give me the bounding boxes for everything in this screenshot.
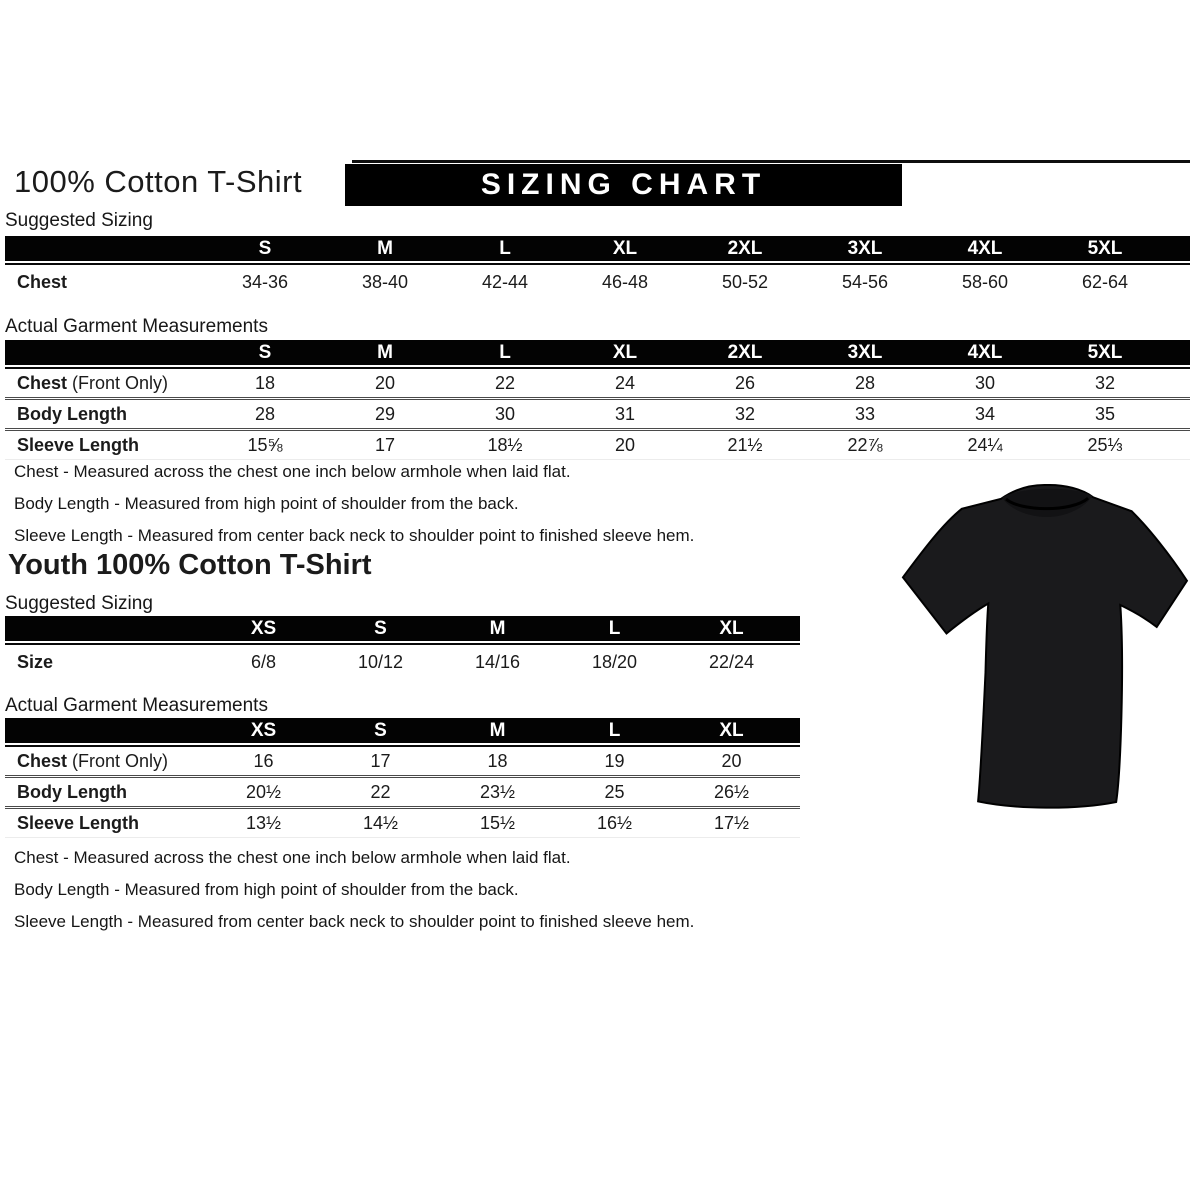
value-cell: 18	[254, 372, 276, 393]
value-cell: 13½	[245, 812, 282, 833]
youth-col-header-s: S	[374, 719, 387, 741]
adult-col-header-xl: XL	[612, 341, 638, 363]
value-cell: 10/12	[357, 651, 404, 672]
note-line: Body Length - Measured from high point of shoulder from the back.	[14, 494, 519, 513]
row-label	[5, 404, 205, 425]
value-cell: 29	[374, 403, 396, 424]
row-label-text: Body Length	[17, 403, 127, 424]
row-label-text: Sleeve Length	[17, 812, 140, 833]
value-cell: 32	[734, 403, 756, 424]
adult-col-header-3xl: 3XL	[847, 237, 883, 259]
adult-chest-range-row	[5, 265, 1190, 299]
value-cell: 22	[494, 372, 516, 393]
value-cell: 20	[614, 434, 636, 455]
value-cell: 23½	[479, 781, 516, 802]
value-cell: 31	[614, 403, 636, 424]
youth-col-header-xs: XS	[250, 719, 277, 741]
value-cell: 14½	[362, 812, 399, 833]
youth-actual-table	[5, 718, 800, 838]
row-label-suffix: (Front Only)	[67, 372, 169, 393]
adult-suggested-header-row	[5, 236, 1190, 261]
value-cell: 25	[604, 781, 625, 802]
note-line: Sleeve Length - Measured from center back neck to shoulder point to finished sleeve hem.	[14, 912, 695, 931]
row-label-text: Chest	[17, 271, 68, 292]
adult-body-length-row	[5, 397, 1190, 428]
youth-col-header-m: M	[489, 719, 506, 741]
adult-sleeve-length-row	[5, 428, 1190, 459]
row-label	[5, 435, 205, 456]
value-cell: 46-48	[601, 271, 649, 292]
youth-suggested-header-row	[5, 616, 800, 641]
value-cell: 28	[254, 403, 276, 424]
value-cell: 17	[374, 434, 396, 455]
adult-col-header-2xl: 2XL	[727, 341, 763, 363]
note-line: Chest - Measured across the chest one inch below armhole when laid flat.	[14, 462, 571, 481]
value-cell: 58-60	[961, 271, 1009, 292]
sizing-chart-banner: SIZING CHART	[345, 164, 902, 206]
value-cell: 17½	[713, 812, 750, 833]
adult-col-header-4xl: 4XL	[967, 341, 1003, 363]
row-label	[5, 652, 205, 673]
value-cell: 18½	[487, 434, 523, 455]
black-tshirt-image	[887, 468, 1198, 840]
value-cell: 22/24	[708, 651, 755, 672]
adult-col-header-m: M	[377, 341, 393, 363]
youth-actual-header-row	[5, 718, 800, 743]
value-cell: 16	[253, 750, 274, 771]
value-cell: 24¼	[967, 434, 1003, 455]
adult-col-header-l: L	[499, 341, 511, 363]
value-cell: 15⅝	[247, 434, 283, 455]
value-cell: 24	[614, 372, 636, 393]
youth-suggested-section-label: Suggested Sizing	[5, 593, 153, 614]
adult-measurement-notes	[14, 456, 694, 552]
row-label-suffix: (Front Only)	[67, 750, 169, 771]
value-cell: 38-40	[361, 271, 409, 292]
youth-actual-section-label: Actual Garment Measurements	[5, 695, 268, 716]
adult-col-header-xl: XL	[612, 237, 638, 259]
youth-sleeve-length-row	[5, 806, 800, 837]
adult-chest-row	[5, 369, 1190, 397]
adult-col-header-4xl: 4XL	[967, 237, 1003, 259]
row-label	[5, 373, 205, 394]
value-cell: 50-52	[721, 271, 769, 292]
value-cell: 18	[487, 750, 508, 771]
row-label-text: Size	[17, 651, 54, 672]
youth-product-title: Youth 100% Cotton T-Shirt	[8, 549, 372, 581]
value-cell: 28	[854, 372, 876, 393]
youth-col-header-xl: XL	[719, 617, 744, 639]
row-label	[5, 813, 205, 834]
value-cell: 26½	[713, 781, 750, 802]
value-cell: 21½	[727, 434, 763, 455]
row-label	[5, 272, 205, 293]
row-label-text: Chest	[17, 372, 68, 393]
youth-col-header-xs: XS	[250, 617, 277, 639]
adult-actual-header-row	[5, 340, 1190, 365]
youth-size-row	[5, 645, 800, 679]
value-cell: 6/8	[250, 651, 277, 672]
note-line: Sleeve Length - Measured from center back neck to shoulder point to finished sleeve hem.	[14, 526, 695, 545]
row-label-text: Body Length	[17, 781, 127, 802]
row-label	[5, 751, 205, 772]
note-line: Chest - Measured across the chest one inch below armhole when laid flat.	[14, 848, 571, 867]
youth-col-header-m: M	[489, 617, 506, 639]
note-line: Body Length - Measured from high point of shoulder from the back.	[14, 880, 519, 899]
row-label-text: Chest	[17, 750, 68, 771]
value-cell: 34	[974, 403, 996, 424]
value-cell: 20	[374, 372, 396, 393]
value-cell: 18/20	[591, 651, 638, 672]
adult-col-header-s: S	[258, 341, 272, 363]
adult-suggested-section-label: Suggested Sizing	[5, 210, 153, 231]
youth-measurement-notes	[14, 842, 694, 938]
banner-top-rule	[352, 160, 1190, 163]
youth-col-header-l: L	[608, 719, 621, 741]
value-cell: 62-64	[1081, 271, 1129, 292]
youth-suggested-table	[5, 616, 800, 679]
value-cell: 32	[1094, 372, 1116, 393]
value-cell: 42-44	[481, 271, 529, 292]
adult-product-title: 100% Cotton T-Shirt	[14, 164, 303, 199]
youth-col-header-l: L	[608, 617, 621, 639]
value-cell: 35	[1094, 403, 1116, 424]
adult-col-header-3xl: 3XL	[847, 341, 883, 363]
value-cell: 17	[370, 750, 391, 771]
value-cell: 15½	[479, 812, 516, 833]
value-cell: 19	[604, 750, 625, 771]
value-cell: 34-36	[241, 271, 289, 292]
value-cell: 16½	[596, 812, 633, 833]
adult-actual-section-label: Actual Garment Measurements	[5, 316, 268, 337]
adult-suggested-table	[5, 236, 1190, 299]
adult-col-header-2xl: 2XL	[727, 237, 763, 259]
tshirt-body	[897, 481, 1189, 811]
row-label-text: Sleeve Length	[17, 434, 140, 455]
youth-col-header-s: S	[374, 617, 387, 639]
adult-col-header-5xl: 5XL	[1087, 341, 1123, 363]
value-cell: 22⅞	[847, 434, 883, 455]
adult-col-header-5xl: 5XL	[1087, 237, 1123, 259]
youth-body-length-row	[5, 775, 800, 806]
adult-actual-table	[5, 340, 1190, 460]
value-cell: 20	[721, 750, 742, 771]
value-cell: 25⅓	[1087, 434, 1123, 455]
adult-col-header-s: S	[258, 237, 272, 259]
value-cell: 20½	[245, 781, 282, 802]
adult-col-header-m: M	[377, 237, 393, 259]
value-cell: 33	[854, 403, 876, 424]
value-cell: 30	[974, 372, 996, 393]
adult-col-header-l: L	[499, 237, 511, 259]
value-cell: 22	[370, 781, 391, 802]
value-cell: 26	[734, 372, 756, 393]
value-cell: 14/16	[474, 651, 521, 672]
youth-chest-row	[5, 747, 800, 775]
value-cell: 30	[494, 403, 516, 424]
youth-col-header-xl: XL	[719, 719, 744, 741]
value-cell: 54-56	[841, 271, 889, 292]
row-label	[5, 782, 205, 803]
